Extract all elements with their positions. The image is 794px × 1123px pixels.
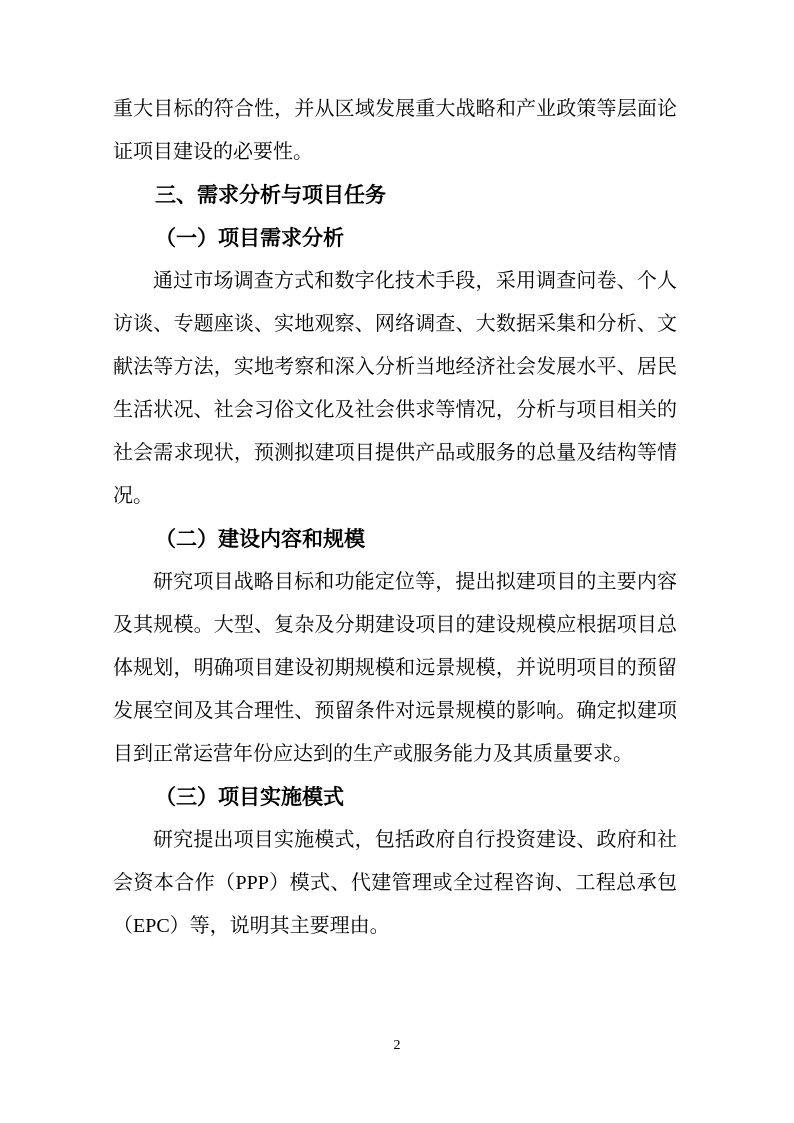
paragraph-line: 会资本合作（PPP）模式、代建管理或全过程咨询、工程总承包 xyxy=(113,872,677,894)
document-body xyxy=(113,88,677,948)
paragraph-line: 通过市场调查方式和数字化技术手段，采用调查问卷、个人 xyxy=(153,270,677,292)
paragraph-line: 重大目标的符合性，并从区域发展重大战略和产业政策等层面论 xyxy=(113,98,677,120)
section-heading: 三、需求分析与项目任务 xyxy=(155,184,386,207)
paragraph-line: 献法等方法，实地考察和深入分析当地经济社会发展水平、居民 xyxy=(113,356,677,378)
subsection-heading: （一）项目需求分析 xyxy=(155,226,344,250)
paragraph-line: 社会需求现状，预测拟建项目提供产品或服务的总量及结构等情 xyxy=(113,442,677,464)
paragraph-line: 访谈、专题座谈、实地观察、网络调查、大数据采集和分析、文 xyxy=(113,313,677,335)
paragraph-line: 体规划，明确项目建设初期规模和远景规模，并说明项目的预留 xyxy=(113,657,677,679)
paragraph-line: （EPC）等，说明其主要理由。 xyxy=(113,915,390,937)
paragraph-line: 证项目建设的必要性。 xyxy=(113,141,313,163)
subsection-heading: （二）建设内容和规模 xyxy=(155,527,365,551)
paragraph-line: 及其规模。大型、复杂及分期建设项目的建设规模应根据项目总 xyxy=(113,614,677,636)
paragraph-line: 研究提出项目实施模式，包括政府自行投资建设、政府和社 xyxy=(153,829,677,851)
subsection-heading: （三）项目实施模式 xyxy=(155,785,344,809)
paragraph-line: 发展空间及其合理性、预留条件对远景规模的影响。确定拟建项 xyxy=(113,700,677,722)
paragraph-line: 研究项目战略目标和功能定位等，提出拟建项目的主要内容 xyxy=(153,571,677,593)
paragraph-line: 目到正常运营年份应达到的生产或服务能力及其质量要求。 xyxy=(113,743,633,765)
page-number: 2 xyxy=(393,1038,401,1053)
paragraph-line: 况。 xyxy=(113,485,153,507)
paragraph-line: 生活状况、社会习俗文化及社会供求等情况，分析与项目相关的 xyxy=(113,399,677,421)
